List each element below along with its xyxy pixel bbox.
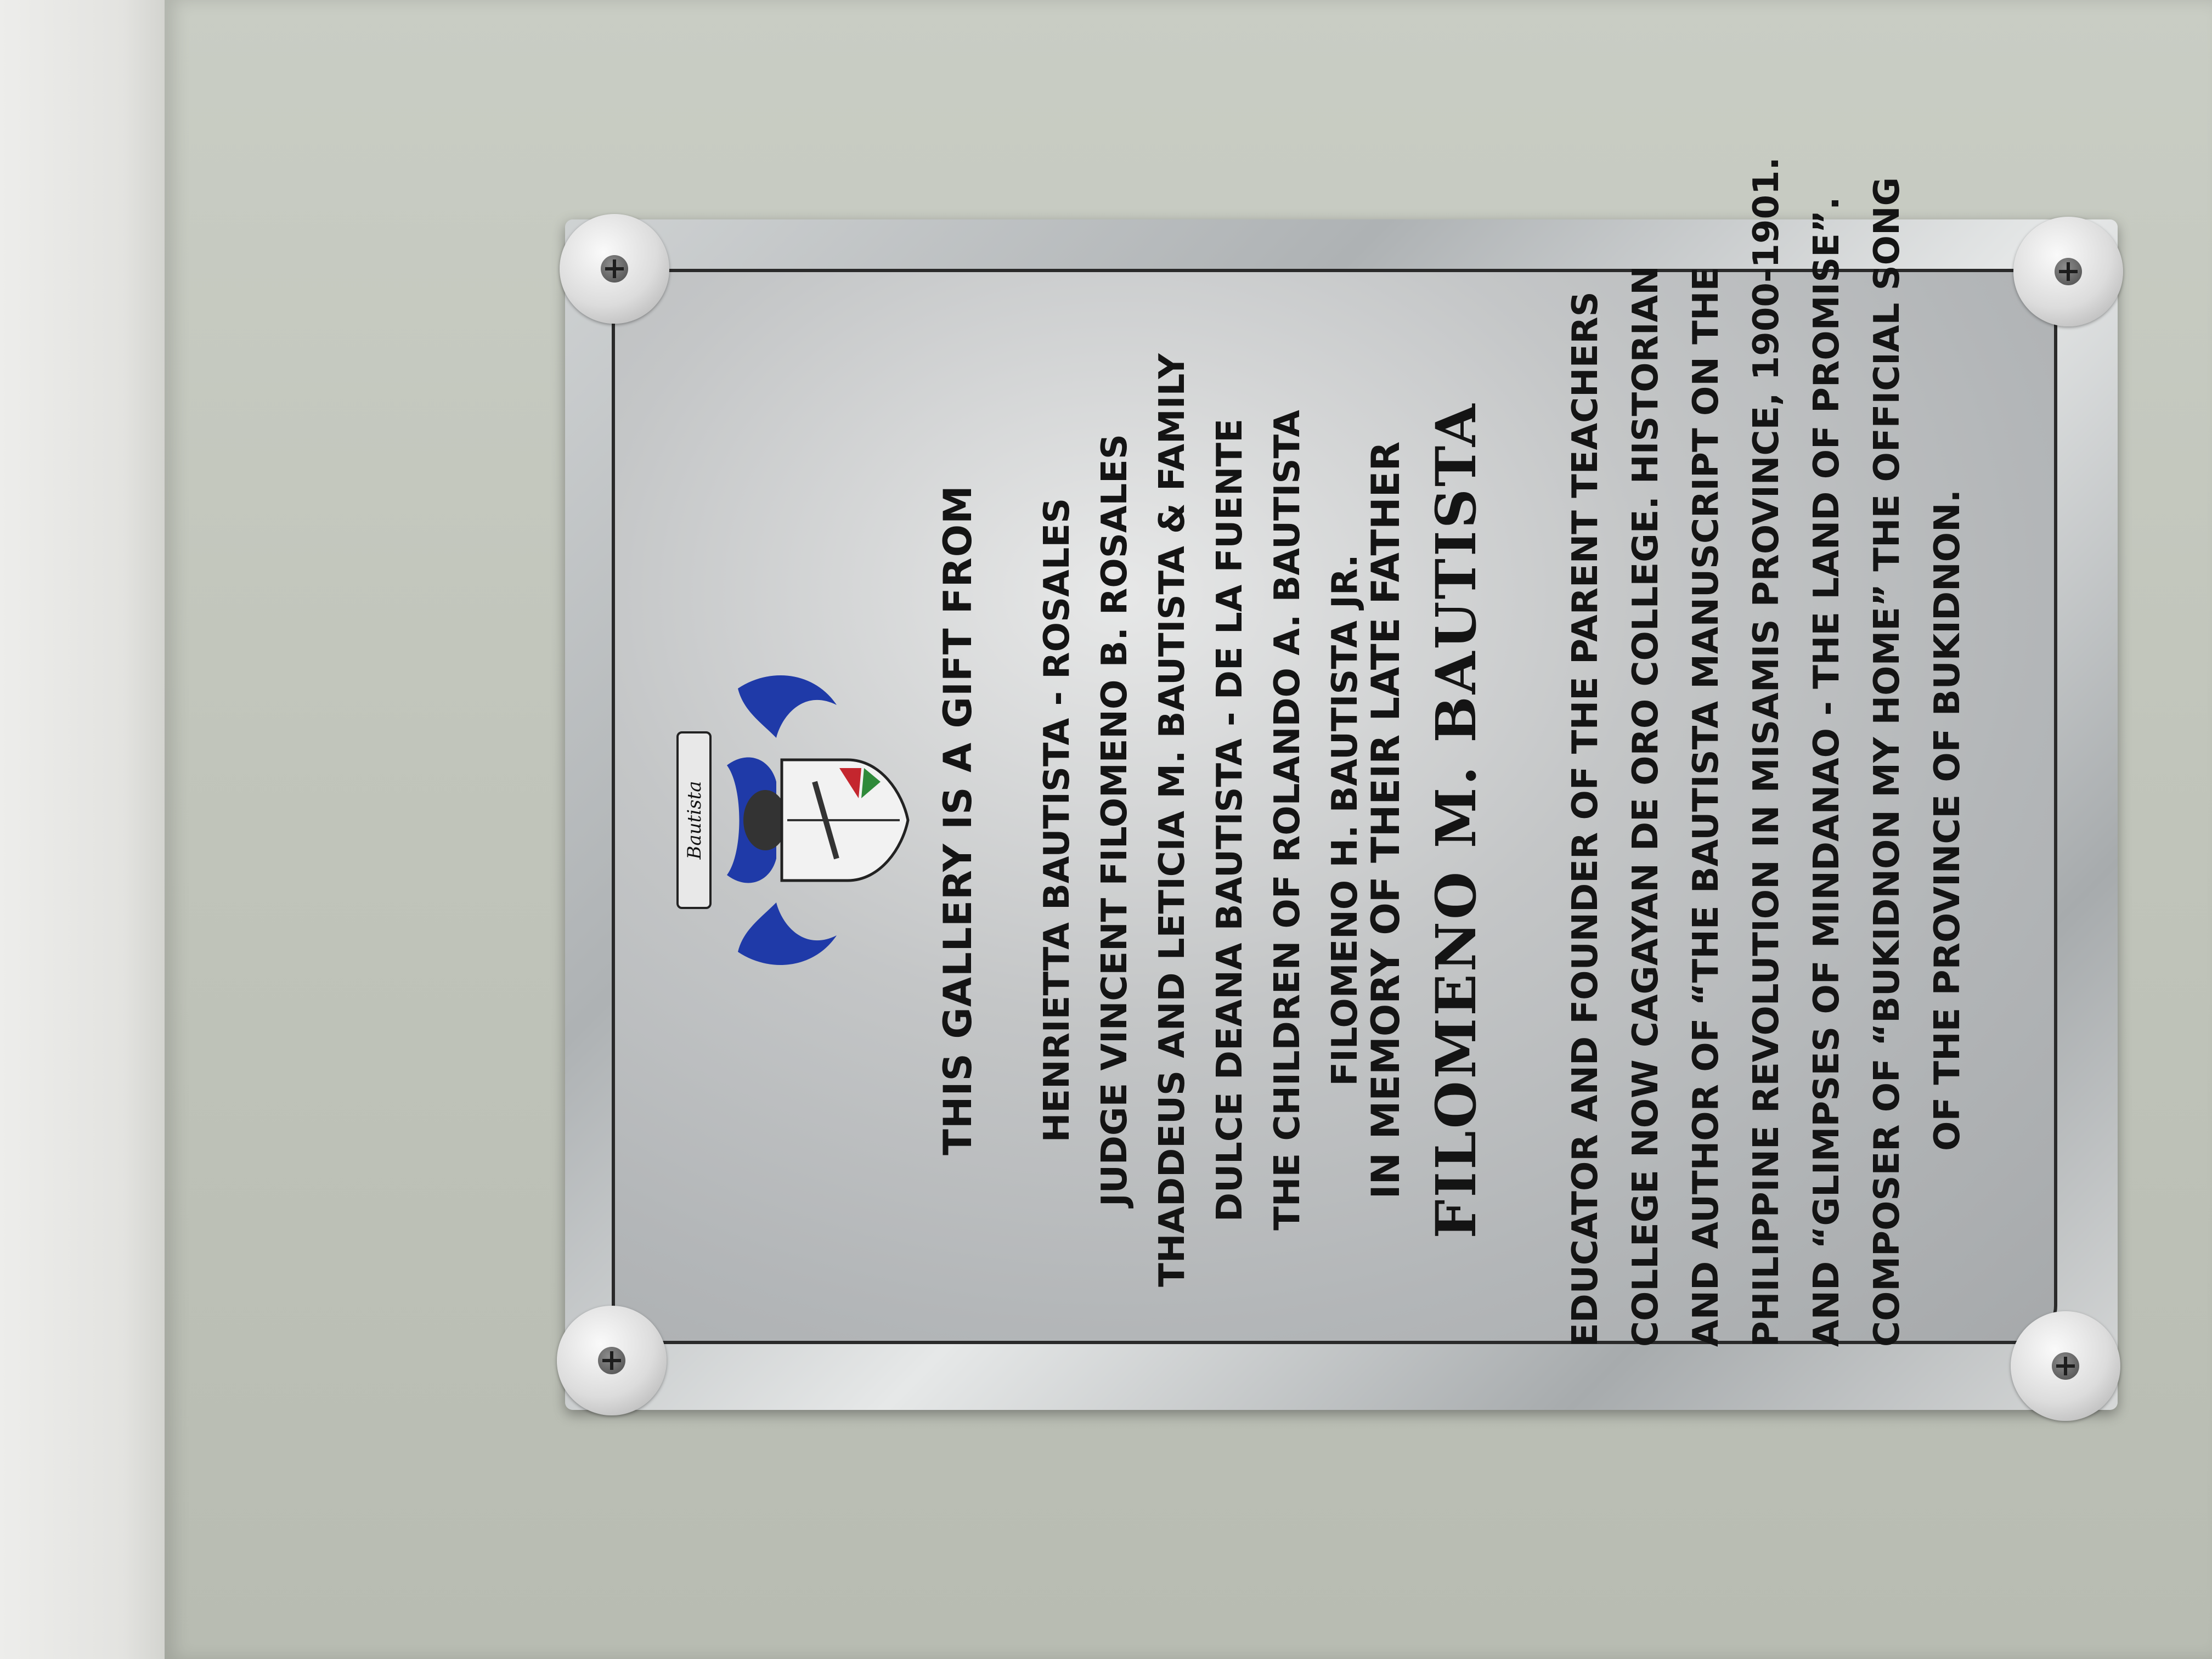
biography-line: AND “GLIMPSES OF MINDANAO - THE LAND OF PROMISE”. bbox=[1807, 196, 1847, 1347]
gift-heading: THIS GALLERY IS A GIFT FROM bbox=[935, 485, 980, 1155]
crest-scroll-text: Bautista bbox=[684, 781, 706, 860]
donor-line: DULCE DEANA BAUTISTA - DE LA FUENTE bbox=[1210, 419, 1250, 1222]
memorial-line: IN MEMORY OF THEIR LATE FATHER bbox=[1363, 441, 1408, 1199]
plaque-inscription bbox=[612, 157, 2038, 1347]
biography-line: AND AUTHOR OF “THE BAUTISTA MANUSCRIPT ON THE bbox=[1686, 267, 1726, 1347]
donor-list bbox=[1029, 294, 1374, 1347]
biography-line: EDUCATOR AND FOUNDER OF THE PARENT TEACHERS bbox=[1565, 291, 1606, 1347]
donor-line: THADDEUS AND LETICIA M. BAUTISTA & FAMILY bbox=[1152, 353, 1193, 1287]
honoree-name: FILOMENO M. BAUTISTA bbox=[1424, 402, 1488, 1239]
white-wall bbox=[0, 0, 176, 1659]
biography-line: COMPOSER OF “BUKIDNON MY HOME” THE OFFICIAL SONG bbox=[1867, 177, 1908, 1347]
donor-line: THE CHILDREN OF ROLANDO A. BAUTISTA bbox=[1267, 410, 1308, 1231]
biography-line: OF THE PROVINCE OF BUKIDNON. bbox=[1927, 489, 1968, 1151]
biography-line: PHILIPPINE REVOLUTION IN MISAMIS PROVINCE, 1900-1901. bbox=[1746, 157, 1787, 1347]
donor-line: FILOMENO H. BAUTISTA JR. bbox=[1325, 554, 1365, 1086]
donor-line: HENRIETTA BAUTISTA - ROSALES bbox=[1037, 498, 1077, 1143]
biography-line: COLLEGE NOW CAGAYAN DE ORO COLLEGE. HISTORIAN bbox=[1626, 266, 1666, 1347]
donor-line: JUDGE VINCENT FILOMENO B. ROSALES bbox=[1094, 434, 1135, 1206]
biography bbox=[1555, 157, 1978, 1347]
family-crest-icon bbox=[672, 656, 913, 985]
